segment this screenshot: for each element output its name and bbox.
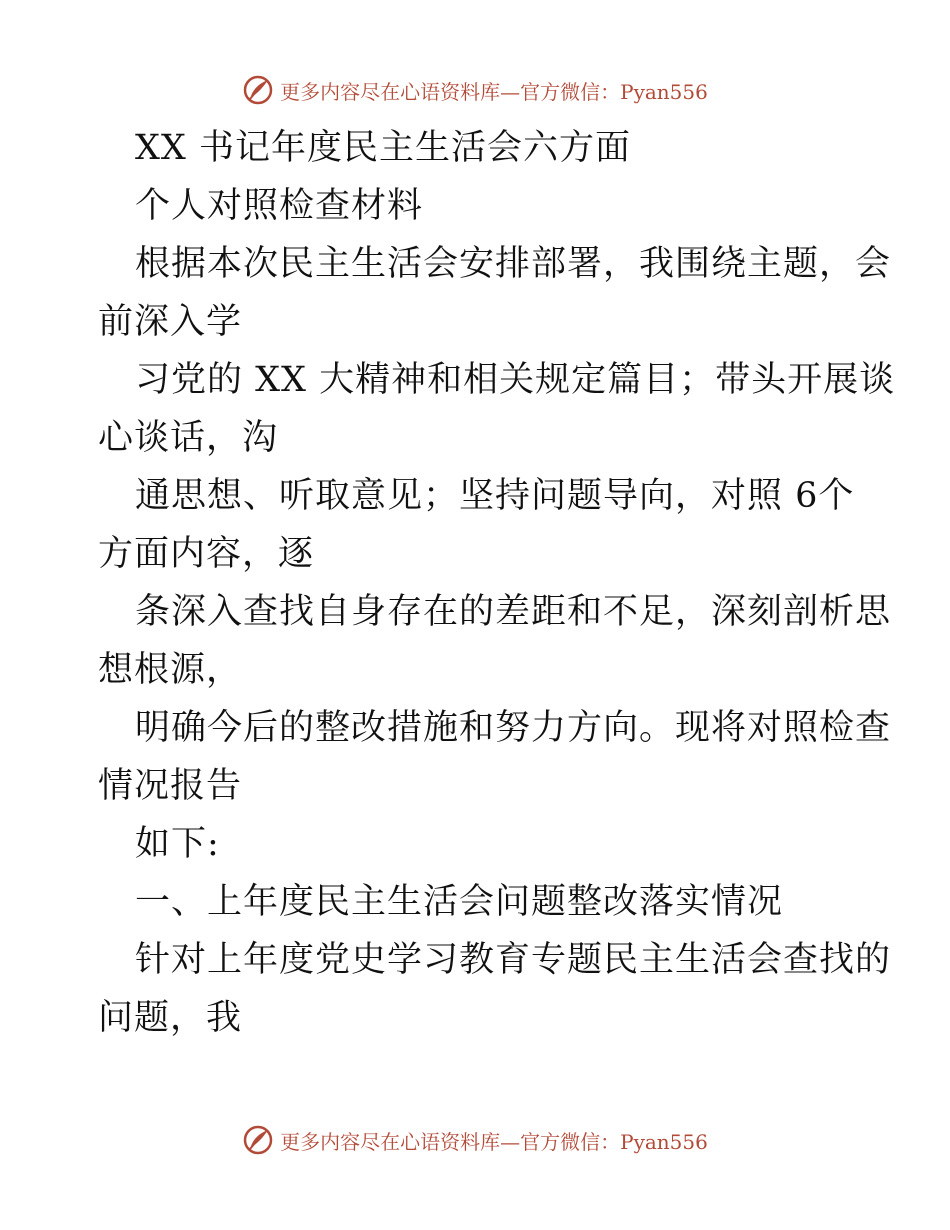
doc-title-line-2: 个人对照检查材料 xyxy=(135,186,424,226)
watermark-text: 更多内容尽在心语资料库—官方微信：Pyan556 xyxy=(280,79,708,104)
footer-watermark xyxy=(0,1120,950,1160)
doc-text-line: 前深入学 xyxy=(98,302,243,342)
doc-text-line: 心谈话，沟 xyxy=(98,418,279,458)
doc-text-line: 情况报告 xyxy=(98,766,243,806)
doc-text-line: 习党的 XX 大精神和相关规定篇目；带头开展谈 xyxy=(135,360,896,400)
watermark-text: 更多内容尽在心语资料库—官方微信：Pyan556 xyxy=(280,1129,708,1154)
quill-logo-icon xyxy=(242,1124,274,1156)
section-heading: 一、上年度民主生活会问题整改落实情况 xyxy=(135,882,784,922)
doc-text-line: 想根源， xyxy=(98,650,243,690)
doc-text-line: 针对上年度党史学习教育专题民主生活会查找的 xyxy=(135,940,892,980)
doc-text-line: 方面内容，逐 xyxy=(98,534,315,574)
doc-text-line: 如下: xyxy=(135,824,220,864)
doc-title-line-1: XX 书记年度民主生活会六方面 xyxy=(135,128,631,168)
doc-text-line: 根据本次民主生活会安排部署，我围绕主题，会 xyxy=(135,244,892,284)
doc-text-line: 通思想、听取意见；坚持问题导向，对照 6个 xyxy=(135,476,855,516)
doc-text-line: 问题，我 xyxy=(98,998,243,1038)
doc-text-line: 明确今后的整改措施和努力方向。现将对照检查 xyxy=(135,708,892,748)
doc-text-line: 条深入查找自身存在的差距和不足，深刻剖析思 xyxy=(135,592,892,632)
